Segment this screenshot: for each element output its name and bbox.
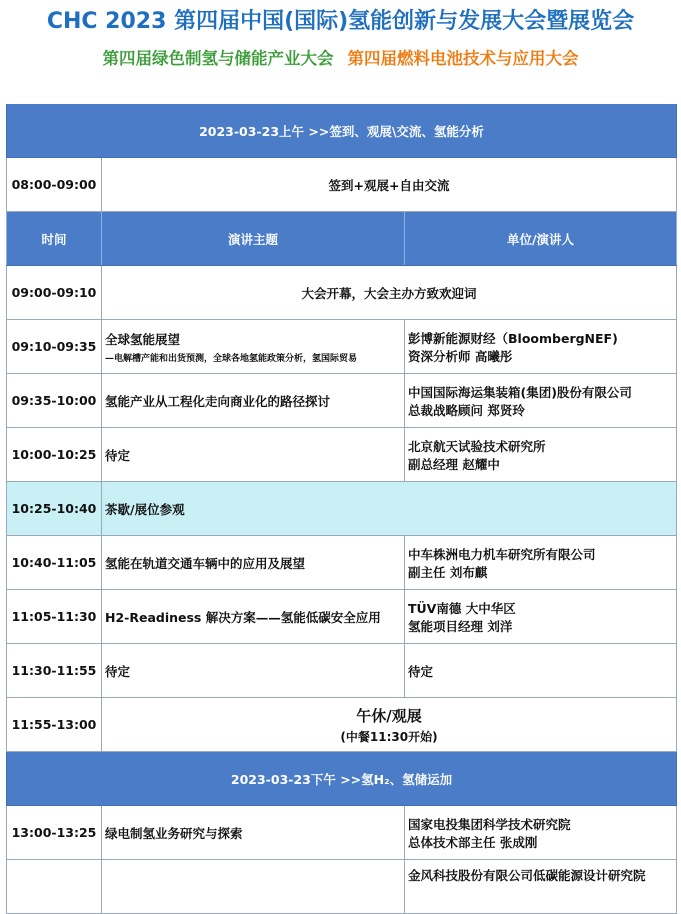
time-cell: 10:40-11:05 — [6, 536, 101, 589]
agenda-text: 茶歇/展位参观 — [101, 482, 677, 535]
column-header-time: 时间 — [6, 212, 101, 265]
topic-cell: 绿电制氢业务研究与探索 — [101, 806, 404, 859]
time-cell: 09:10-09:35 — [6, 320, 101, 373]
time-cell — [6, 860, 101, 913]
unit-name: 彭博新能源财经（BloombergNEF) — [408, 330, 618, 346]
time-cell: 11:55-13:00 — [6, 698, 101, 751]
lunch-row — [6, 698, 677, 752]
unit-cell — [404, 320, 677, 373]
topic-cell: 氢能在轨道交通车辆中的应用及展望 — [101, 536, 404, 589]
speaker-name: 资深分析师 高曦彤 — [408, 348, 513, 364]
subtitle-orange: 第四届燃料电池技术与应用大会 — [347, 49, 579, 68]
conference-subtitles — [0, 44, 681, 78]
speaker-name: 总裁战略顾问 郑贤玲 — [408, 402, 525, 418]
table-row — [6, 536, 677, 590]
time-cell: 08:00-09:00 — [6, 158, 101, 211]
topic-subtitle: —电解槽产能和出货预测，全球各地氢能政策分析，氢国际贸易 — [105, 353, 358, 364]
table-row — [6, 860, 677, 914]
unit-name: 北京航天试验技术研究所 — [408, 438, 546, 454]
section-afternoon-label: 2023-03-23下午 >>氢H₂、氢储运加 — [6, 752, 677, 805]
section-morning-label: 2023-03-23上午 >>签到、观展\交流、氢能分析 — [6, 104, 677, 157]
time-cell: 09:00-09:10 — [6, 266, 101, 319]
subtitle-green: 第四届绿色制氢与储能产业大会 — [102, 49, 334, 68]
topic-cell: H2-Readiness 解决方案——氢能低碳安全应用 — [101, 590, 404, 643]
lunch-cell — [101, 698, 677, 751]
time-cell: 10:00-10:25 — [6, 428, 101, 481]
lunch-note: (中餐11:30开始) — [340, 729, 438, 744]
speaker-name: 副总经理 赵耀中 — [408, 456, 500, 472]
column-header-row — [6, 212, 677, 266]
section-morning-row — [6, 104, 677, 158]
unit-name: 中国国际海运集装箱(集团)股份有限公司 — [408, 384, 632, 400]
time-cell: 10:25-10:40 — [6, 482, 101, 535]
time-cell: 11:05-11:30 — [6, 590, 101, 643]
table-row — [6, 266, 677, 320]
conference-title: CHC 2023 第四届中国(国际)氢能创新与发展大会暨展览会 — [46, 9, 635, 34]
lunch-text: 午休/观展 — [356, 706, 422, 725]
unit-cell — [404, 860, 677, 913]
speaker-name: 总体技术部主任 张成刚 — [408, 834, 538, 850]
agenda-table — [6, 104, 677, 914]
table-row — [6, 428, 677, 482]
topic-cell — [101, 320, 404, 373]
speaker-name: 氢能项目经理 刘洋 — [408, 618, 513, 634]
section-afternoon-row — [6, 752, 677, 806]
time-cell: 09:35-10:00 — [6, 374, 101, 427]
column-header-topic: 演讲主题 — [101, 212, 404, 265]
table-row — [6, 158, 677, 212]
time-cell: 11:30-11:55 — [6, 644, 101, 697]
unit-name: 国家电投集团科学技术研究院 — [408, 816, 571, 832]
topic-cell: 待定 — [101, 428, 404, 481]
table-row — [6, 644, 677, 698]
agenda-text: 签到+观展+自由交流 — [101, 158, 677, 211]
unit-cell: 待定 — [404, 644, 677, 697]
time-cell: 13:00-13:25 — [6, 806, 101, 859]
unit-cell — [404, 428, 677, 481]
topic-title: 全球氢能展望 — [105, 331, 181, 347]
topic-cell: 氢能产业从工程化走向商业化的路径探讨 — [101, 374, 404, 427]
topic-cell: 待定 — [101, 644, 404, 697]
unit-cell — [404, 536, 677, 589]
column-header-unit: 单位/演讲人 — [404, 212, 677, 265]
topic-cell — [101, 860, 404, 913]
agenda-text: 大会开幕，大会主办方致欢迎词 — [101, 266, 677, 319]
table-row — [6, 806, 677, 860]
unit-cell — [404, 590, 677, 643]
tea-break-row — [6, 482, 677, 536]
table-row — [6, 320, 677, 374]
table-row — [6, 590, 677, 644]
unit-name: 金风科技股份有限公司低碳能源设计研究院 — [408, 868, 646, 883]
table-row — [6, 374, 677, 428]
unit-name: TÜV南德 大中华区 — [408, 600, 516, 616]
unit-name: 中车株洲电力机车研究所有限公司 — [408, 546, 596, 562]
page-header — [0, 0, 681, 78]
unit-cell — [404, 806, 677, 859]
unit-cell — [404, 374, 677, 427]
speaker-name: 副主任 刘布麒 — [408, 564, 488, 580]
